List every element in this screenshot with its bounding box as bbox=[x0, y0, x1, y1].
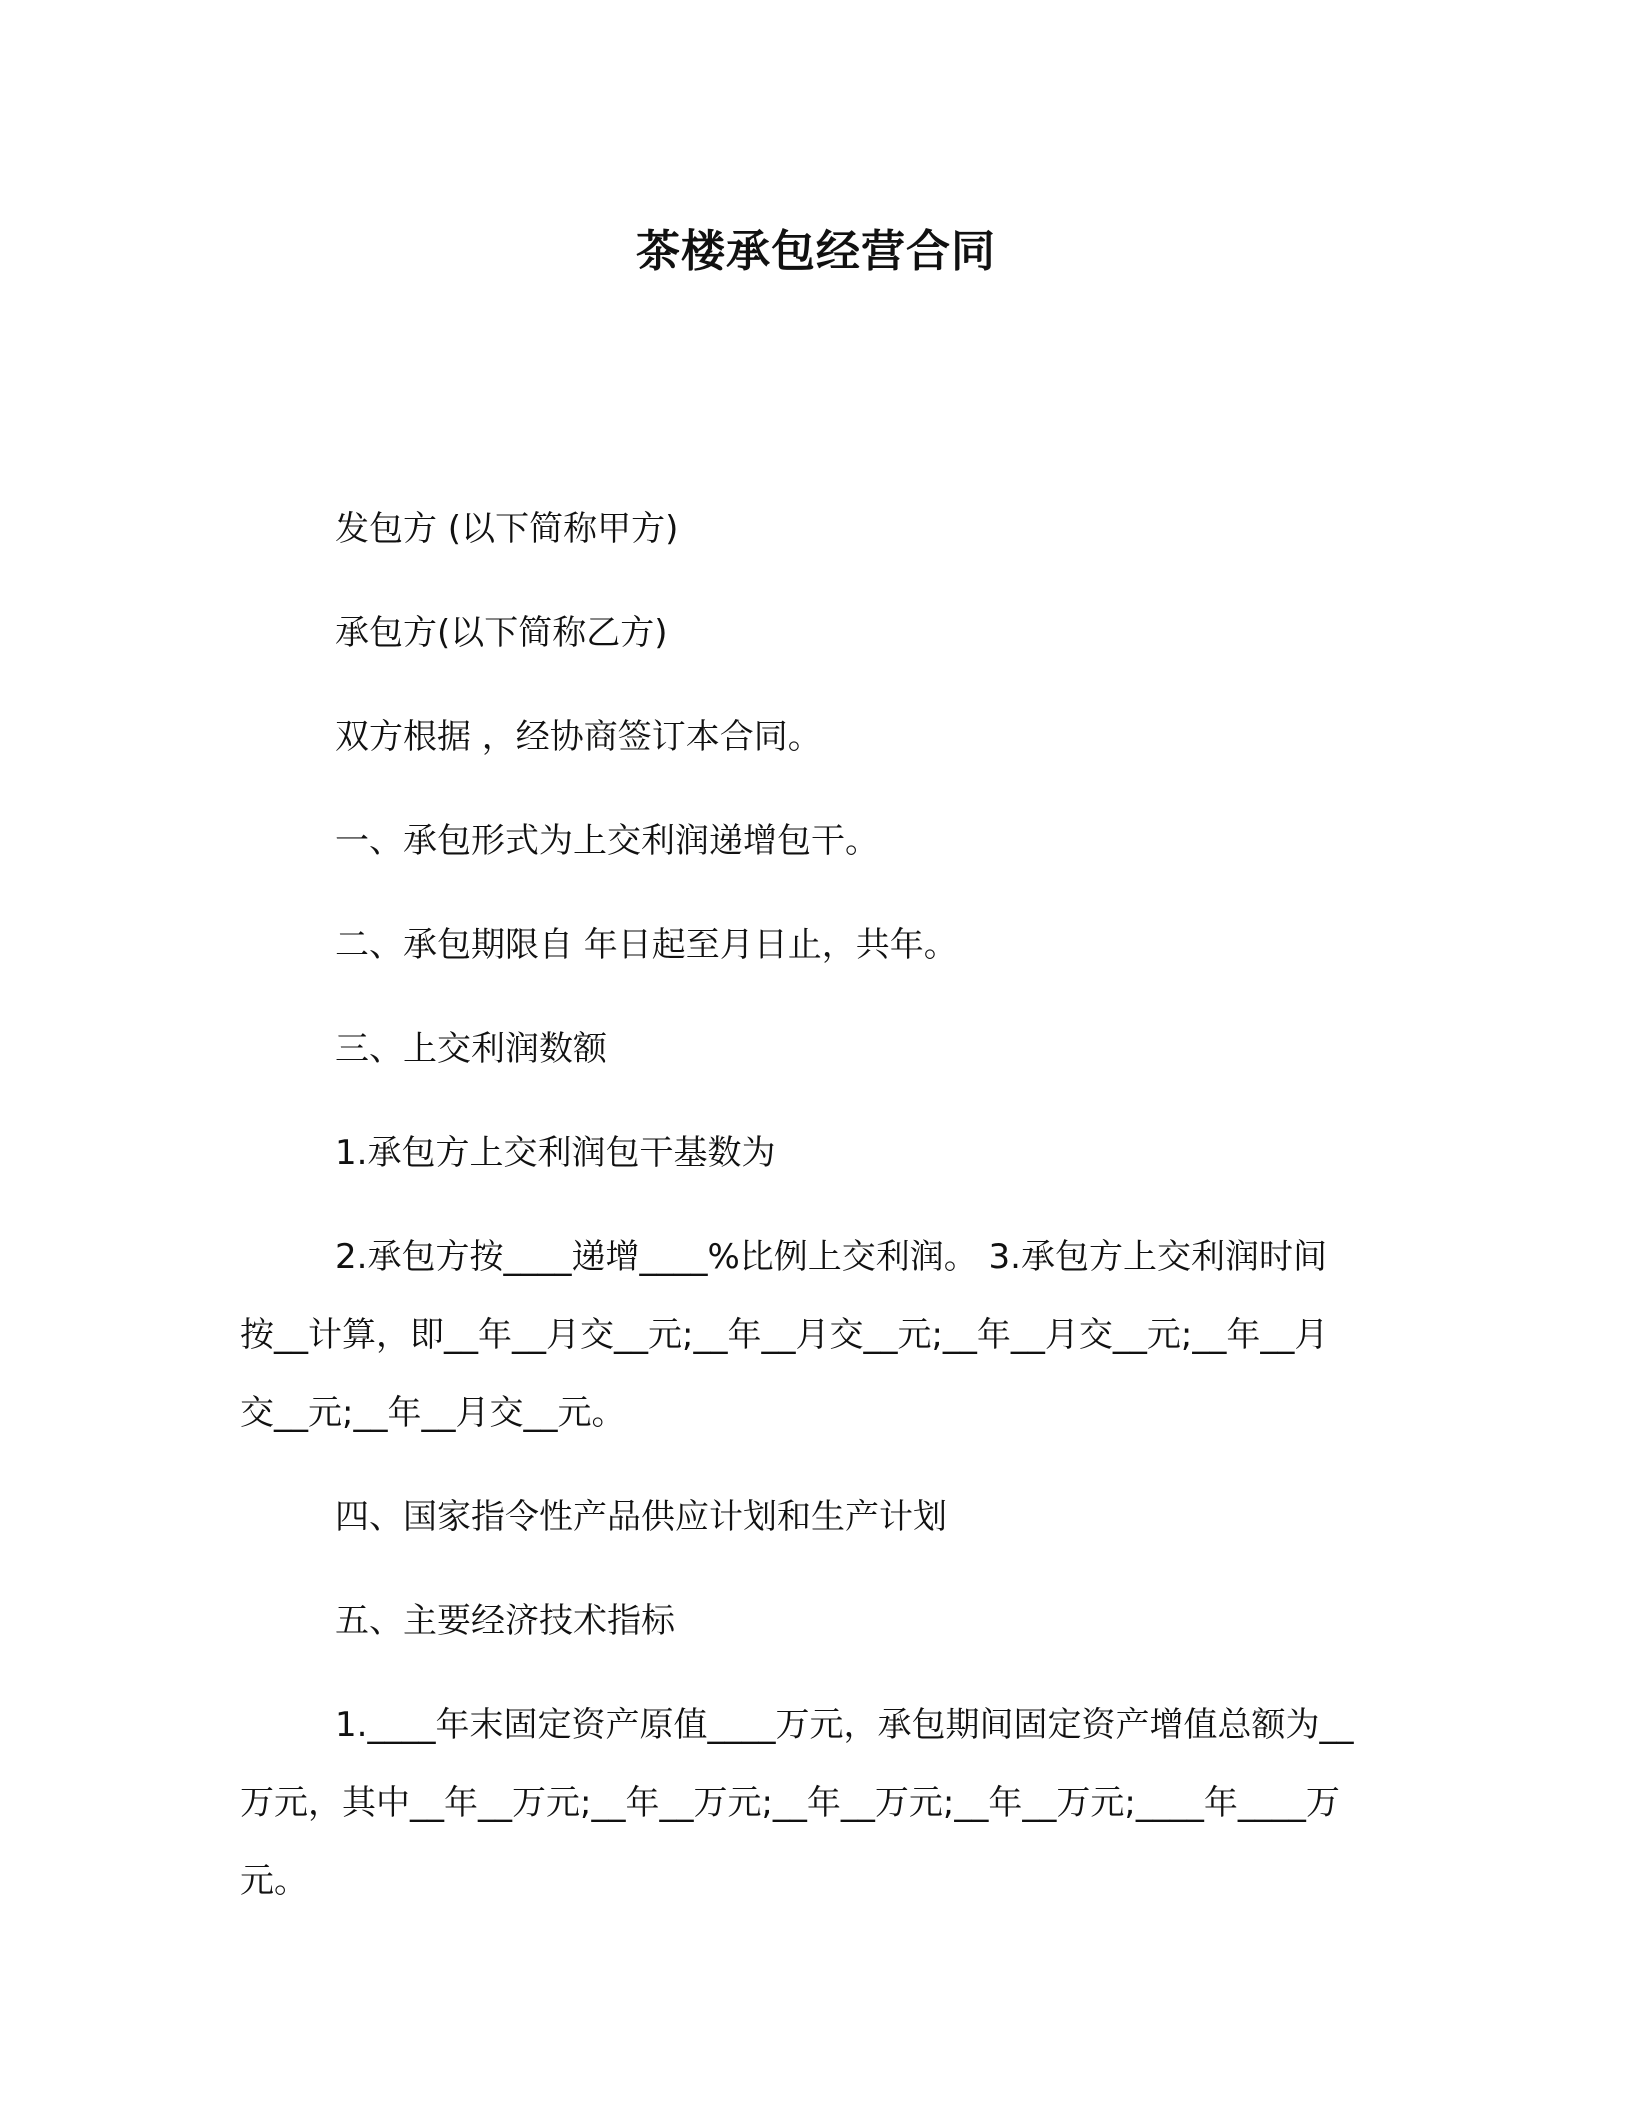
paragraph-agreement-basis: 双方根据 ，经协商签订本合同。 bbox=[335, 717, 822, 757]
paragraph-section-1-form: 一、承包形式为上交利润递增包干。 bbox=[335, 821, 879, 861]
document-body bbox=[240, 490, 1358, 1946]
paragraph-profit-schedule: 2.承包方按____递增____%比例上交利润。 3.承包方上交利润时间按__计算，即__年__月交__元;__年__月交__元;__年__月交__元;__年__月交__元;__年__月交__元。 bbox=[240, 1237, 1329, 1433]
paragraph-fixed-assets: 1.____年末固定资产原值____万元，承包期间固定资产增值总额为__万元，其中__年__万元;__年__万元;__年__万元;__年__万元;____年____万元。 bbox=[240, 1705, 1354, 1901]
paragraph-contract-issuer: 发包方 (以下简称甲方) bbox=[335, 509, 679, 549]
paragraph-section-3-heading: 三、上交利润数额 bbox=[335, 1029, 607, 1069]
paragraph-section-2-term: 二、承包期限自 年日起至月日止，共年。 bbox=[335, 925, 958, 965]
paragraph-section-4-heading: 四、国家指令性产品供应计划和生产计划 bbox=[335, 1497, 947, 1537]
paragraph-section-5-heading: 五、主要经济技术指标 bbox=[335, 1601, 675, 1641]
document-title: 茶楼承包经营合同 bbox=[636, 226, 996, 277]
paragraph-profit-base: 1.承包方上交利润包干基数为 bbox=[335, 1133, 776, 1173]
paragraph-contractor: 承包方(以下简称乙方) bbox=[335, 613, 668, 653]
